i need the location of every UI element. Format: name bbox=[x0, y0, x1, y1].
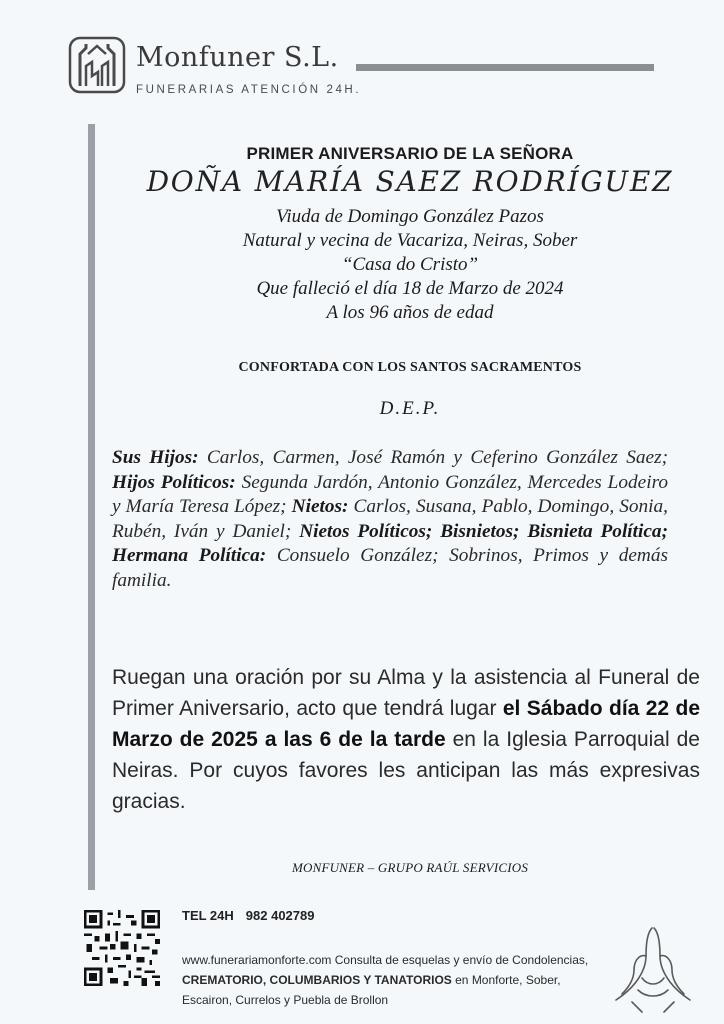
hijos-politicos-text: Segunda Jardón, Antonio González, Mercedes Lodeiro y María Teresa López; bbox=[112, 471, 668, 517]
detail-line: Viuda de Domingo González Pazos bbox=[276, 206, 544, 227]
tel-number[interactable]: 982 402789 bbox=[245, 908, 315, 923]
family-rest-text: Consuelo González; Sobrinos, Primos y demás familia. bbox=[112, 545, 668, 591]
confortada-line: CONFORTADA CON LOS SANTOS SACRAMENTOS bbox=[238, 360, 582, 375]
contact-paragraph bbox=[182, 950, 612, 1010]
left-divider bbox=[88, 124, 95, 890]
hijos-label: Sus Hijos: bbox=[112, 447, 199, 468]
contact-text-2: en Monforte, Sober, Escairon, Currelos y Puebla de Brollon bbox=[182, 973, 561, 1007]
dep-line: D.E.P. bbox=[379, 398, 441, 419]
tel-label: TEL 24H bbox=[182, 908, 234, 923]
praying-hands-icon bbox=[612, 920, 694, 1014]
detail-line: Que falleció el día 18 de Marzo de 2024 bbox=[256, 278, 564, 299]
ruegan-date: el Sábado día 22 de Marzo de 2025 a las 6 de la tarde bbox=[112, 697, 701, 751]
website-link[interactable]: www.funerariamonforte.com bbox=[182, 953, 332, 967]
nietos-politicos-label: Nietos Políticos; Bisnietos; Bisnieta Política; Hermana Política: bbox=[112, 520, 668, 566]
notice-title: PRIMER ANIVERSARIO DE LA SEÑORA bbox=[246, 144, 574, 163]
qr-code-icon[interactable] bbox=[84, 910, 160, 986]
tower-logo-icon bbox=[68, 36, 126, 94]
notice-details bbox=[110, 205, 710, 325]
contact-text-1: Consulta de esquelas y envío de Condolencias, bbox=[331, 953, 589, 967]
hijos-text: Carlos, Carmen, José Ramón y Ceferino González Saez; bbox=[198, 447, 669, 468]
detail-line: Natural y vecina de Vacariza, Neiras, Sober bbox=[242, 230, 578, 251]
brand-name: Monfuner S.L. bbox=[136, 42, 339, 73]
deceased-name: DOÑA MARÍA SAEZ RODRÍGUEZ bbox=[146, 165, 674, 198]
services-text: CREMATORIO, COLUMBARIOS Y TANATORIOS bbox=[182, 973, 452, 987]
ruegan-text-1: Ruegan una oración por su Alma y la asistencia al Funeral de Primer Aniversario, acto que tendrá lugar bbox=[112, 666, 700, 720]
phone-line bbox=[182, 908, 326, 923]
detail-line: “Casa do Cristo” bbox=[341, 254, 479, 275]
ruegan-paragraph bbox=[112, 662, 700, 817]
nietos-label: Nietos: bbox=[291, 496, 349, 517]
hijos-politicos-label: Hijos Políticos: bbox=[112, 471, 236, 493]
ruegan-text-2: en la Iglesia Parroquial de Neiras. Por cuyos favores les anticipan las más expresivas gracias. bbox=[112, 728, 700, 813]
family-paragraph bbox=[112, 446, 668, 593]
brand-tagline: FUNERARIAS ATENCIÓN 24H. bbox=[136, 84, 362, 96]
nietos-text: Carlos, Susana, Pablo, Domingo, Sonia, Rubén, Iván y Daniel; bbox=[112, 496, 668, 542]
header-divider bbox=[356, 64, 654, 71]
detail-line: A los 96 años de edad bbox=[326, 302, 494, 323]
signature-line: MONFUNER – GRUPO RAÚL SERVICIOS bbox=[291, 860, 529, 875]
